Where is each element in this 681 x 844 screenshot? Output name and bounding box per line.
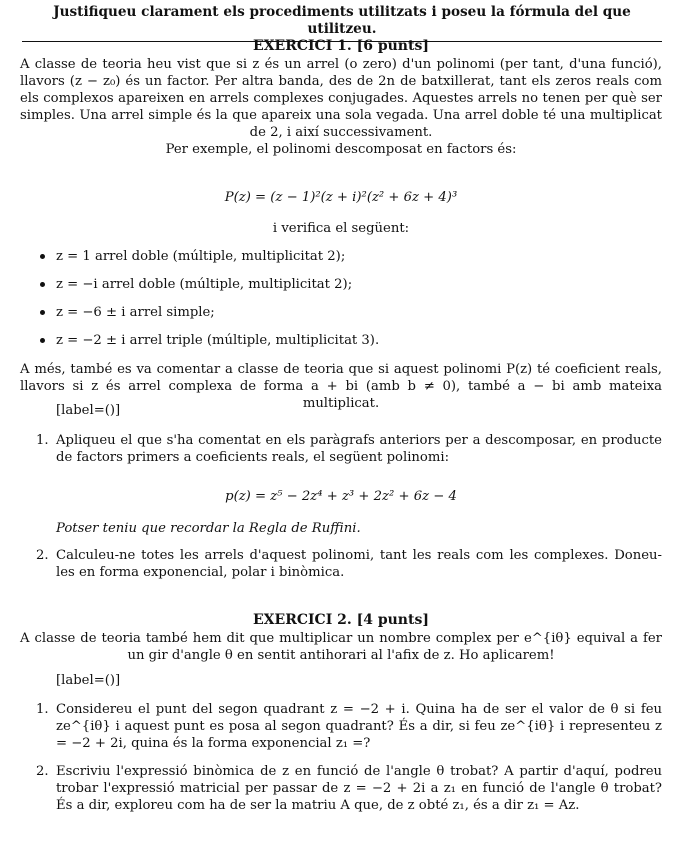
exercise-1-intro: A classe de teoria heu vist que si z és un arrel (o zero) d'un polinomi (per tant, d'una funció), llavors (z − z₀) és un factor. Per altra banda, des de 2n de batxillerat, tant els zeros reals com els complexos apareixen en arrels complexes conjugades. Aquestes arrels no tenen per què ser simples. Una arrel simple és la que apareix una sola vegada. Una arrel doble té una multiplicat de 2, i així successivament. — [20, 57, 662, 140]
exercise-2-intro: A classe de teoria també hem dit que multiplicar un nombre complex per e^{iθ} equival a fer un gir d'angle θ en sentit antihorari al l'afix de z. Ho aplicarem! — [20, 631, 662, 663]
root-item: z = −i arrel doble (múltiple, multiplicitat 2); — [20, 276, 662, 293]
example-lead: Per exemple, el polinomi descomposat en factors és: — [165, 142, 517, 157]
conjugate-paragraph: A més, també es va comentar a classe de teoria que si aquest polinomi P(z) té coeficient reals, llavors si z és arrel complexa de forma a + bi (amb b ≠ 0), també a − bi amb mateixa multiplicat. — [20, 362, 662, 411]
verifies-text: i verifica el següent: — [272, 221, 410, 236]
ex2-question-2 — [20, 763, 662, 814]
question-text: Calculeu-ne totes les arrels d'aquest polinomi, tant les reals com les complexes. Doneu-les en forma exponencial, polar i binòmica. — [56, 548, 662, 580]
exercise-1-title: EXERCICI 1. [6 punts] — [253, 38, 429, 54]
label-marker: [label=()] — [56, 403, 121, 418]
roots-list — [20, 248, 662, 360]
root-item: z = −6 ± i arrel simple; — [20, 304, 662, 321]
label-marker: [label=()] — [56, 673, 121, 688]
question-text: Escriviu l'expressió binòmica de z en funció de l'angle θ trobat? A partir d'aquí, podreu trobar l'expressió matricial per passar de z = −2 + 2i a z₁ en funció de l'angle θ trobat? És a dir, exploreu com ha de ser la matriu A que, de z obté z₁, és a dir z₁ = Az. — [56, 764, 662, 813]
question-number: 2. — [36, 548, 49, 563]
question-number: 2. — [36, 764, 49, 779]
question-text: Apliqueu el que s'ha comentat en els paràgrafs anteriors per a descomposar, en producte de factors primers a coeficients reals, el següent polinomi: — [56, 433, 662, 465]
page-header: Justifiqueu clarament els procediments utilitzats i poseu la fórmula del que utilitzeu. — [22, 4, 662, 42]
question-number: 1. — [36, 433, 49, 448]
example-formula: P(z) = (z − 1)²(z + i)²(z² + 6z + 4)³ — [224, 190, 458, 205]
question-number: 1. — [36, 702, 49, 717]
root-item: z = 1 arrel doble (múltiple, multiplicitat 2); — [20, 248, 662, 265]
ex1-question-2 — [20, 547, 662, 581]
question-text: Considereu el punt del segon quadrant z = −2 + i. Quina ha de ser el valor de θ si feu ze^{iθ} i aquest punt es posa al segon quadrant? És a dir, si feu ze^{iθ} i representeu z = −2 + 2i, quina és la forma exponencial z₁ =? — [56, 702, 662, 751]
ruffini-hint: Potser teniu que recordar la Regla de Ruffini. — [56, 521, 361, 536]
polynomial-formula: p(z) = z⁵ − 2z⁴ + z³ + 2z² + 6z − 4 — [225, 489, 457, 504]
exercise-2-title: EXERCICI 2. [4 punts] — [253, 612, 429, 628]
root-item: z = −2 ± i arrel triple (múltiple, multiplicitat 3). — [20, 332, 662, 349]
ex1-question-1 — [20, 432, 662, 466]
ex2-question-1 — [20, 701, 662, 752]
